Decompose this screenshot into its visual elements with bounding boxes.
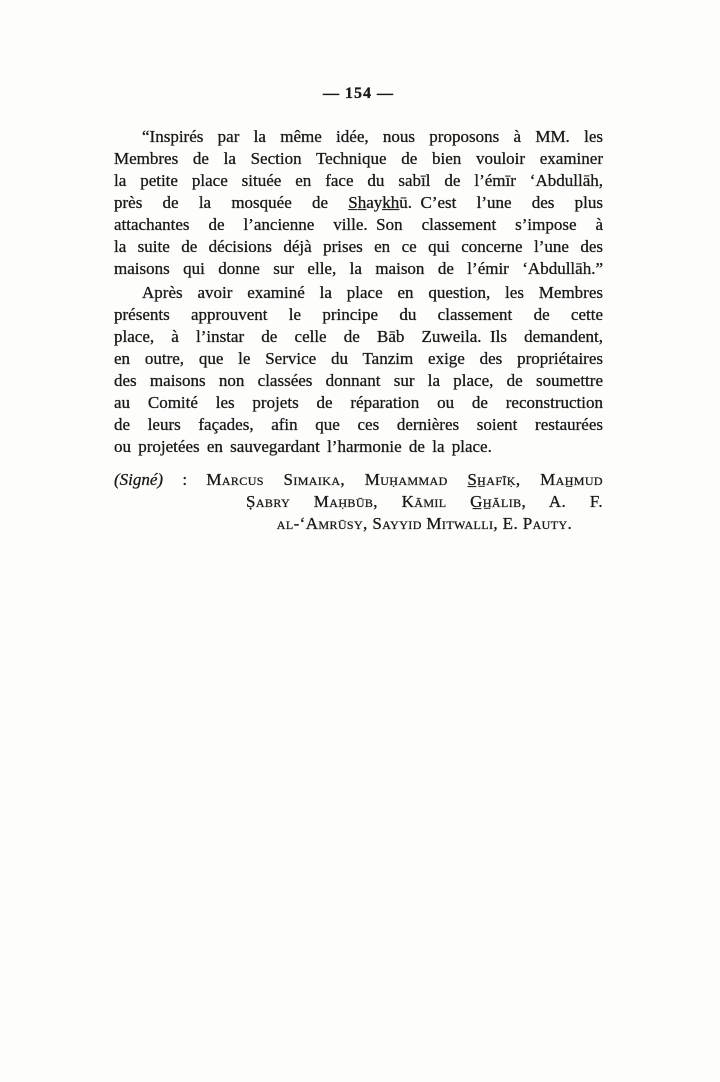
signature-block [114,469,603,535]
text-line: au Comité les projets de réparation ou de reconstruction [114,393,603,412]
text-line: maisons qui donne sur elle, la maison de l’émir ‘Abdullāh.” [114,259,603,278]
text-line: la petite place située en face du sabīl de l’émīr ‘Abdullāh, [114,171,603,190]
text-line: en outre, que le Service du Tanzim exige des propriétaires [114,349,603,368]
text-line: près de la mosquée de S̲h̲ayk̲h̲ū. C’est l’une des plus [114,193,603,212]
signature-line: al-‘Amrūsy, Sayyid Mitwalli, E. Pauty. [276,514,573,533]
text-line: “Inspirés par la même idée, nous proposons à MM. les [142,127,603,146]
text-line: Membres de la Section Technique de bien vouloir examiner [114,149,603,168]
text-line: présents approuvent le principe du classement de cette [114,305,603,324]
signature-line [114,469,603,491]
text-line: place, à l’instar de celle de Bāb Zuweila. Ils demandent, [114,327,603,346]
text-line: de leurs façades, afin que ces dernières soient restaurées [114,415,603,434]
text-line: la suite de décisions déjà prises en ce qui concerne l’une des [114,237,603,256]
text-line: attachantes de l’ancienne ville. Son classement s’impose à [114,215,603,234]
paragraph-quote [114,126,603,280]
signature-separator: : [163,470,207,489]
page-number: — 154 — [323,85,394,102]
text-line: des maisons non classées donnant sur la place, de soumettre [114,371,603,390]
signature-line: Ṣabry Maḥbūb, Kāmil G̲h̲ālib, A. F. [246,492,603,511]
signed-label: (Signé) [114,470,164,489]
paragraph-decision [114,282,603,458]
signature-names: Marcus Simaika, Muḥammad S̲h̲afīḳ, Mah̲mud [206,470,603,489]
text-line: Après avoir examiné la place en question, les Membres [142,283,603,302]
text-line: ou projetées en sauvegardant l’harmonie de la place. [114,437,492,456]
signature-continuation [246,491,603,535]
